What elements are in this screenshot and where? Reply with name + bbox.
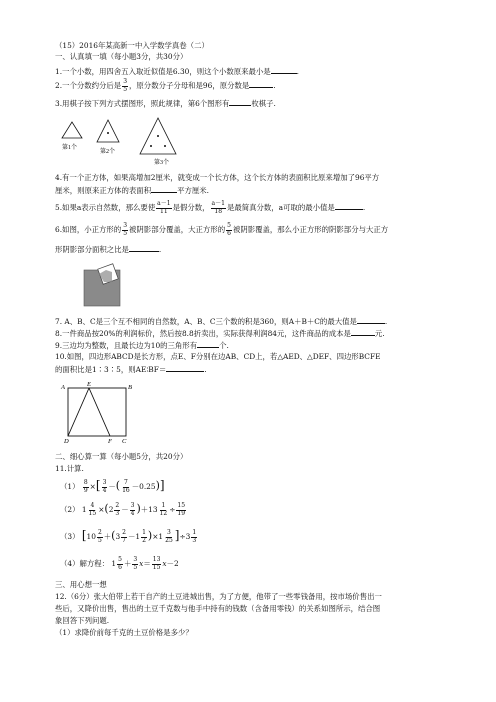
answer-blank xyxy=(357,316,385,324)
answer-blank xyxy=(249,80,273,88)
figure-1-triangle xyxy=(62,122,82,138)
answer-blank xyxy=(229,98,251,106)
figure-2-triangle xyxy=(97,120,119,142)
question-4-line-2: 厘米，则原来正方体的表面积 平方厘米. xyxy=(55,186,210,195)
answer-blank xyxy=(129,244,159,252)
figure-3-label: 第3个 xyxy=(154,160,170,166)
section-1-heading: 一、认真填一填（每小题3分，共30分） xyxy=(55,52,188,61)
fraction: $\frac{5}{6}$ xyxy=(227,222,231,237)
fraction: $\frac{a-1}{18}$ xyxy=(211,200,225,215)
section-2-heading: 二、细心算一算（每小题5分，共20分） xyxy=(55,452,188,461)
chess-pattern-figures xyxy=(58,116,198,168)
answer-blank xyxy=(335,202,363,210)
label-a: A xyxy=(61,384,65,391)
label-f: F xyxy=(108,438,112,445)
question-9: 9.三边均为整数，且最长边为10的三角形有 个. xyxy=(55,341,229,350)
segment-ed xyxy=(68,388,89,436)
answer-blank xyxy=(151,185,177,193)
calc-1: （1） $\frac{8}{9}$ ×[ $\frac{3}{4}$ －( $\frac{7}{16}$ －0.25)] xyxy=(60,478,165,494)
figure-1-label: 第1个 xyxy=(62,145,78,151)
question-8: 8.一件商品按20%的利润标价，然后按8.8折卖出，实际获得利润84元，这件商品的成本是 元. xyxy=(55,329,385,338)
question-4-line-1: 4.有一个正方体，如果高增加2厘米，就变成一个长方体，这个长方体的表面积比原来增加了96平方 xyxy=(55,173,380,182)
calc-2: （2） 1 $\frac{4}{15}$ ×(2 $\frac{2}{3}$ － $\frac{3}{4}$ )＋13 $\frac{1}{12}$ ÷ $\frac{15}{19}$ xyxy=(60,502,186,517)
chess-piece-dot xyxy=(150,145,152,147)
question-6-line-2: 形阴影部分面积之比是 . xyxy=(55,245,162,254)
fraction: $\frac{3}{5}$ xyxy=(123,78,128,93)
calc-4: （4）解方程： 1 $\frac{5}{6}$ ＋ $\frac{3}{5}$ x＝ $\frac{13}{15}$ x－2 xyxy=(60,556,179,571)
question-10-line-1: 10.如图，四边形ABCD是长方形，点E、F分别在边AB、CD上，若△AED、△DEF、四边形BCFE xyxy=(55,352,381,361)
answer-blank xyxy=(351,328,375,336)
question-12-sub-1: （1）求降价前每千克的土豆价格是多少？ xyxy=(55,628,193,637)
figure-2-label: 第2个 xyxy=(100,149,116,155)
label-d: D xyxy=(64,438,69,445)
question-6-line-1: 6.如图，小正方形的 $\frac{3}{5}$ 被阴影部分覆盖，大正方形的 $\frac{5}{6}$ 被阴影覆盖，那么小正方形的阴影部分与大正方 xyxy=(55,222,389,237)
answer-blank xyxy=(197,340,219,348)
question-12-line-1: 12.（6分）张大伯带上若干自产的土豆进城出售，为了方便，他带了一些零钱备用，按市场价售出一 xyxy=(55,592,382,601)
label-b: B xyxy=(128,384,132,391)
chess-piece-dot xyxy=(107,132,109,134)
section-3-heading: 三、用心想一想 xyxy=(55,580,107,589)
question-7: 7. A、B、C是三个互不相同的自然数，A、B、C三个数的积是360，则A＋B＋C的最大值是 . xyxy=(55,317,388,326)
fraction: $\frac{a-1}{11}$ xyxy=(157,200,171,215)
question-5: 5.如果a表示自然数，那么要使 $\frac{a-1}{11}$ 是假分数， $\frac{a-1}{18}$ 是最简真分数，a可取的最小值是 . xyxy=(55,200,366,215)
segment-ef xyxy=(89,388,110,436)
question-1: 1.一个小数，用四舍五入取近似值是6.30，则这个小数原来最小是 . xyxy=(55,67,300,76)
label-e: E xyxy=(87,381,91,388)
chess-piece-dot xyxy=(157,135,159,137)
chess-piece-dot xyxy=(164,145,166,147)
rectangle-abcd-figure xyxy=(58,380,138,446)
label-c: C xyxy=(122,438,127,445)
question-12-line-2: 些后，又降价出售，售出的土豆千克数与他手中持有的钱数（含备用零钱）的关系如图所示，结合图 xyxy=(55,604,381,613)
rectangle-abcd xyxy=(68,388,126,436)
question-2: 2.一个分数约分后是 $\frac{3}{5}$ ，原分数分子分母和是96，原分数是 . xyxy=(55,78,276,93)
question-10-line-2: 的面积比是1∶3∶5，则AE∶BF＝ . xyxy=(55,365,207,374)
calc-3: （3） [10 $\frac{2}{5}$ ＋(3 $\frac{2}{7}$ －1 $\frac{1}{2}$ )×1 $\frac{3}{25}$ ]÷3 $\frac{1}{3}$ xyxy=(60,528,197,544)
answer-blank xyxy=(271,66,297,74)
question-3: 3.用棋子按下列方式摆图形，照此规律，第6个图形有 枚棋子. xyxy=(55,99,276,108)
question-12-line-3: 象回答下列问题. xyxy=(55,616,110,625)
exam-title: （15）2016年某高新一中入学数学真卷（二） xyxy=(55,41,209,50)
overlapping-squares-figure xyxy=(82,260,124,310)
answer-blank xyxy=(166,364,204,372)
question-11: 11.计算. xyxy=(55,464,84,473)
fraction: $\frac{3}{5}$ xyxy=(123,222,128,237)
